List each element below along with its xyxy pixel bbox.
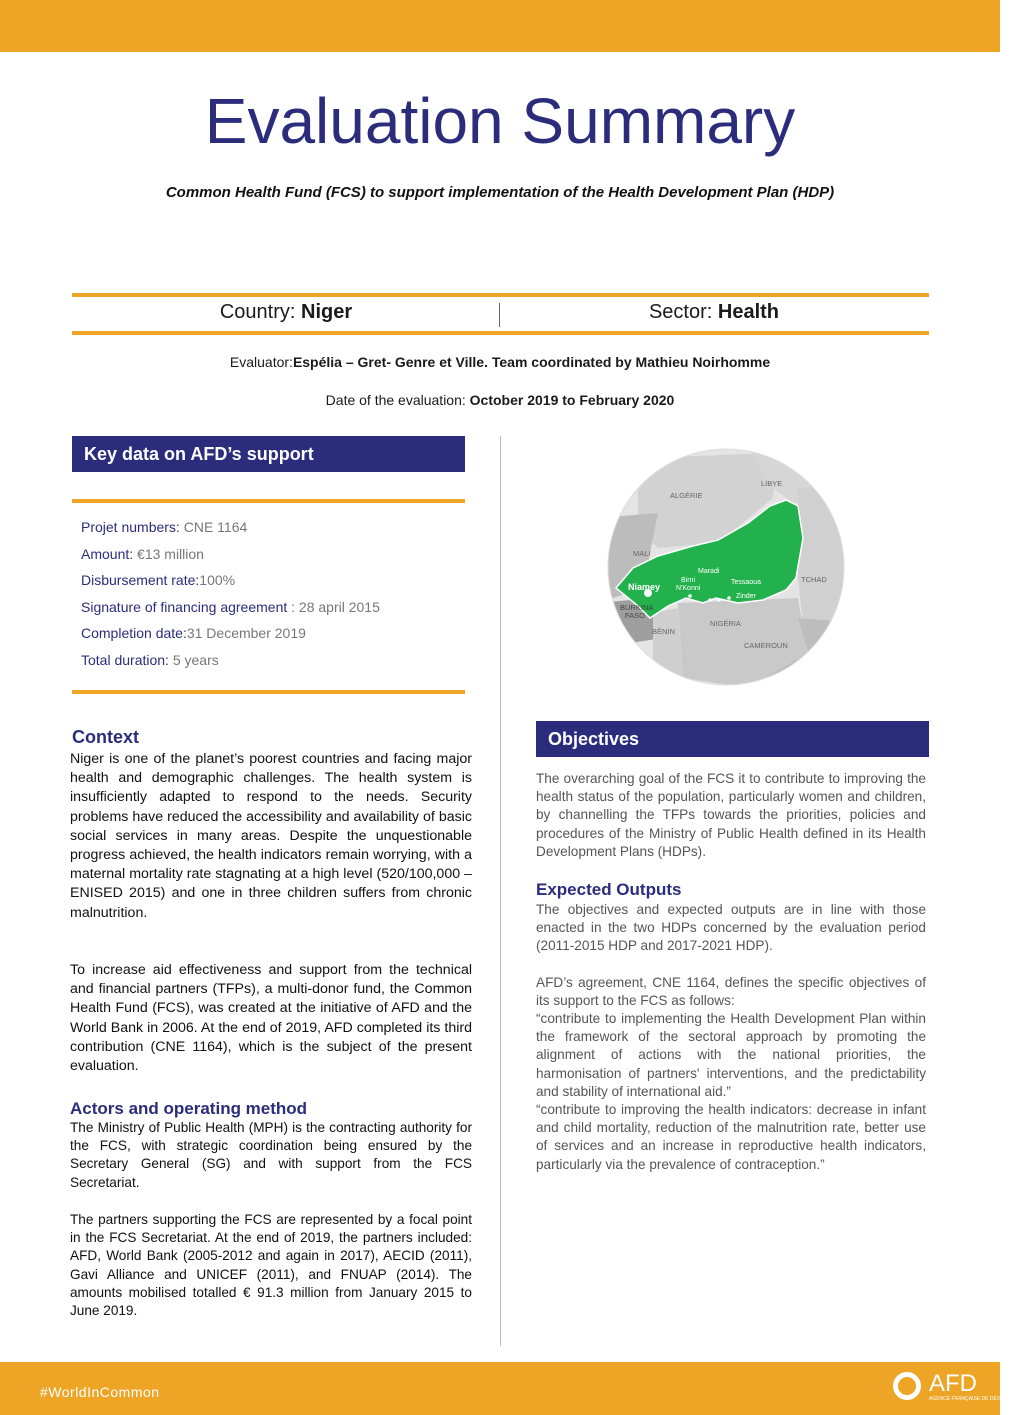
map-label-benin: BÉNIN [652,627,675,636]
sector-label: Sector: [648,301,713,323]
afd-logo [893,1370,1034,1408]
evaluator-value: Espélia – Gret- Genre et Ville. Team coordinated by Mathieu Noirhomme [292,354,771,370]
map-label-nigeria: NIGÉRIA [710,619,741,628]
key-data-label: Disbursement rate: [81,572,200,588]
key-data-row-amount [81,546,204,562]
map-label-zinder: Zinder [736,593,756,600]
key-data-label: Signature of financing agreement [81,599,288,615]
map-label-burkina-1: BURKINA [620,603,654,612]
context-heading: Context [72,727,139,747]
top-banner [0,0,1000,52]
key-data-value: 31 December 2019 [186,625,306,641]
key-data-row-project [81,519,247,535]
evaluation-date-value: October 2019 to February 2020 [469,392,675,408]
divider-line [72,293,929,297]
divider-line [72,499,465,503]
actors-paragraph: The Ministry of Public Health (MPH) is the contracting authority for the FCS, with strategic coordination being ensured by the Secretary General (SG) and with support from the FCS Secretariat. [70,1120,472,1190]
expected-outputs-paragraph: AFD’s agreement, CNE 1164, defines the specific objectives of its support to the FCS as follows: [536,975,926,1009]
map-label-niamey: Niamey [628,582,661,592]
map-label-tessaoua: Tessaoua [731,579,761,586]
key-data-value: 5 years [168,652,219,668]
afd-logo-text: AFD [929,1370,977,1397]
context-paragraph: Niger is one of the planet’s poorest countries and facing major health and demographic challenges. The health system is insufficiently adapted to respond to the needs. Security problems have reduced the accessibility and availability of basic social services in many areas. Despite the unquestionable progress achieved, the health indicators remain worrying, with a maternal mortality rate stagnating at a high level (520/100,000 – ENISED 2015) and one in three children suffers from chronic malnutrition. [70,751,472,921]
evaluator-label: Evaluator: [229,354,293,370]
key-data-value: 100% [199,572,236,588]
key-data-value: €13 million [137,546,204,562]
key-data-label: Projet numbers: [81,519,180,535]
context-paragraph: To increase aid effectiveness and support from the technical and financial partners (TFPs), a multi-donor fund, the Common Health Fund (FCS), was created at the initiative of AFD and the World Bank in 2006. At the end of 2019, AFD completed its third contribution (CNE 1164), which is the subject of the present evaluation. [70,962,472,1075]
map-label-birni-2: N'Konni [676,585,701,592]
city-marker [688,594,692,598]
key-data-value: : 28 april 2015 [287,599,380,615]
country-field [72,301,500,324]
objectives-heading: Objectives [536,721,929,757]
expected-outputs-quote: “contribute to implementing the Health Development Plan within the framework of the sectoral approach by promoting the alignment of actions with the national priorities, the harmonisation of partners' interventions, and the predictability and stability of international aid.” [536,1011,926,1099]
map-label-birni-1: Birni [681,577,696,584]
objectives-paragraph: The overarching goal of the FCS it to contribute to improving the health status of the population, particularly women and children, by channelling the TFPs towards the priorities, policies and procedures of the Ministry of Public Health defined in its Health Development Plans (HDPs). [536,771,926,859]
key-data-row-duration [81,652,219,668]
key-data-label: Completion date: [81,625,187,641]
map-label-algeria: ALGÉRIE [670,491,703,500]
actors-heading: Actors and operating method [70,1099,308,1118]
key-data-label: Amount: [81,546,134,562]
afd-logo-ring-icon [893,1372,921,1400]
hashtag-text: #WorldInCommon [40,1384,160,1400]
niger-map [598,428,884,698]
map-label-libya: LIBYE [761,479,783,488]
city-marker [708,598,712,602]
expected-outputs-paragraph: The objectives and expected outputs are in line with those enacted in the two HDPs concerned by the evaluation period (2011-2015 HDP and 2017-2021 HDP). [536,902,926,954]
sector-field [500,301,928,324]
city-marker [727,596,731,600]
expected-outputs-quote: “contribute to improving the health indicators: decrease in infant and child mortality, reduction of the malnutrition rate, better use of services and an increase in reproductive health indicators, particularly via the prevalence of contraception.” [536,1102,926,1172]
expected-outputs-heading: Expected Outputs [536,880,682,899]
evaluation-date-label: Date of the evaluation: [325,392,466,408]
key-data-row-disbursement [81,572,235,588]
page-title: Evaluation Summary [204,85,796,157]
page-subtitle: Common Health Fund (FCS) to support implementation of the Health Development Plan (HDP) [165,184,835,201]
key-data-heading: Key data on AFD’s support [72,436,465,472]
key-data-row-signature [81,599,380,615]
evaluator-line [0,354,1000,370]
map-label-chad: TCHAD [801,575,827,584]
city-marker [717,598,721,602]
divider-line [72,331,929,335]
key-data-row-completion [81,625,306,641]
key-data-label: Total duration: [81,652,169,668]
map-label-burkina-2: FASO [625,611,646,620]
actors-paragraph: The partners supporting the FCS are represented by a focal point in the FCS Secretariat. At the end of 2019, the partners included: AFD, World Bank (2005-2012 and again in 2017), AECID (2011), Gavi Alliance and UNICEF (2011), and FNUAP (2014). The amounts mobilised totalled € 91.3 million from January 2015 to June 2019. [70,1212,472,1319]
column-divider [500,436,501,1346]
key-data-value: CNE 1164 [183,519,248,535]
evaluation-date-line [0,392,1000,408]
divider-line [72,690,465,694]
country-value: Niger [301,301,353,323]
map-label-mali: MALI [633,549,651,558]
map-label-maradi: Maradi [698,568,720,575]
sector-value: Health [717,301,780,323]
map-label-cameroon: CAMEROUN [744,641,788,650]
afd-logo-subtext: AGENCE FRANÇAISE DE DÉVELOPPEMENT [929,1396,1034,1402]
country-label: Country: [219,301,296,323]
